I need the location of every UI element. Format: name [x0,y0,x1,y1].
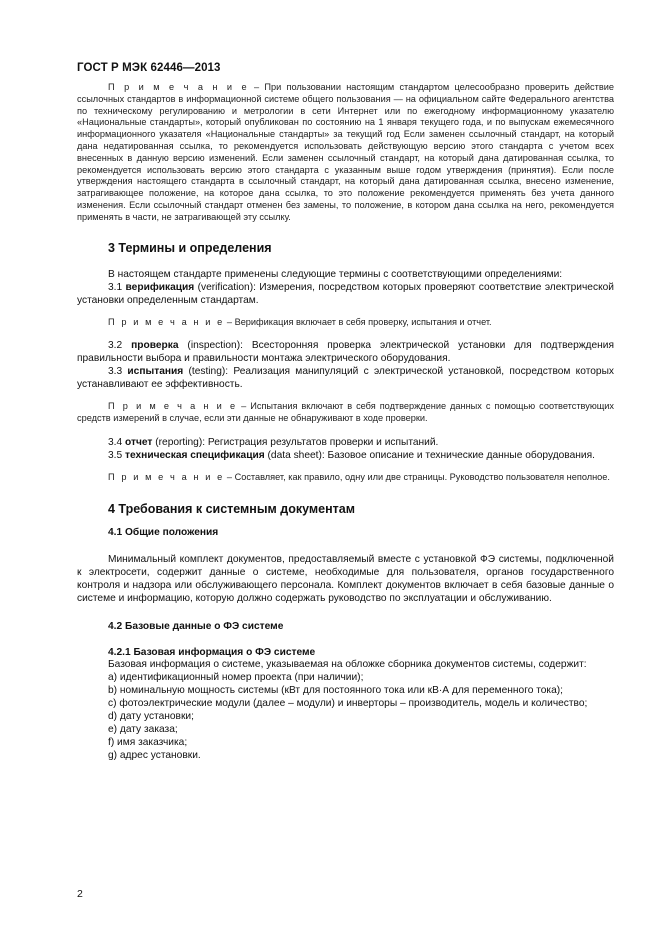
section-4-2-1-intro: Базовая информация о системе, указываемая на обложке сборника документов системы, содержит: [108,658,587,670]
term-3-1 [77,281,614,307]
note-intro [77,82,614,224]
term-name: техническая спецификация [125,449,265,461]
list-item: g) адрес установки. [108,749,201,761]
section-4-heading: 4 Требования к системным документам [108,501,355,516]
list-item: b) номинальную мощность системы (кВт для постоянного тока или кВ·А для переменного тока); [108,684,563,696]
section-4-1-heading: 4.1 Общие положения [108,526,219,538]
term-definition: (testing): Реализация манипуляций с электрической установкой, посредством которых устанавливают ее эффективность. [77,366,614,391]
note-3-5 [77,472,614,484]
note-text: – Верификация включает в себя проверку, испытания и отчет. [224,316,492,327]
note-text: – Испытания включают в себя подтверждение данных с помощью соответствующих средств измерений в случае, если эти данные не обнаруживают в ходе проверки. [77,401,614,424]
list-item: c) фотоэлектрические модули (далее – модули) и инверторы – производитель, модель и количество; [108,697,588,709]
list-item: d) дату установки; [108,710,194,722]
term-definition: (data sheet): Базовое описание и технические данные оборудования. [264,449,595,461]
term-name: верификация [125,281,195,293]
note-text: – При пользовании настоящим стандартом целесообразно проверить действие ссылочных стандартов в информационной системе общего пользования — на официальном сайте Федерального агентства по техническому регулированию и метрологии в сети Интернет или по ежегодному информационному указателю «Национальные стандарты», который опубликован по состоянию на 1 января текущего года, и по выпускам ежемесячного информационного указателя «Национальные стандарты» за текущий год Если заменен ссылочный стандарт, на который дана недатированная ссылка, то рекомендуется использовать действующую версию этого стандарта с учетом всех внесенных в данную версию изменений. Если заменен ссылочный стандарт, на который дана датированная ссылка, то рекомендуется использовать версию этого стандарта с указанным выше годом утверждения (принятия). Если после утверждения настоящего стандарта в ссылочный стандарт, на который дана датированная ссылка, внесено изменение, затрагивающее положение, на которое дана ссылка, то это положение рекомендуется применять без учета данного изменения. Если ссылочный стандарт отменен без замены, то положение, в котором дана ссылка на него, рекомендуется применять в части, не затрагивающей эту ссылку. [77,82,614,222]
list-item: e) дату заказа; [108,723,178,735]
term-number: 3.2 [108,340,132,352]
term-definition: (reporting): Регистрация результатов проверки и испытаний. [152,436,439,448]
term-name: испытания [127,366,184,378]
standard-header: ГОСТ Р МЭК 62446—2013 [77,62,221,74]
note-label: П р и м е ч а н и е [108,82,249,92]
term-name: проверка [131,340,179,352]
term-3-2 [77,339,614,365]
section-4-2-1-heading: 4.2.1 Базовая информация о ФЭ системе [108,646,316,658]
note-3-1 [77,317,614,329]
list-item: f) имя заказчика; [108,736,188,748]
term-3-4 [77,436,614,449]
section-3-intro: В настоящем стандарте применены следующие термины с соответствующими определениями: [108,268,563,280]
note-text: – Составляет, как правило, одну или две страницы. Руководство пользователя неполное. [224,471,610,482]
term-definition: (verification): Измерения, посредством которых проверяют соответствие электрической установки определенным стандартам. [77,281,614,306]
term-number: 3.1 [108,281,126,293]
note-3-3 [77,401,614,425]
section-4-1-text: Минимальный комплект документов, предоставляемый вместе с установкой ФЭ системы, подключенной к электросети, содержит данные о системе, необходимые для пользователя, органов государственного контроля и надзора или обслуживающего персонала. Комплект документов включает в себя базовые данные о системе и информацию, которую должно содержать руководство по эксплуатации и обслуживанию. [77,553,614,604]
term-3-5 [77,449,614,462]
note-label: П р и м е ч а н и е [108,316,225,327]
term-name: отчет [125,436,153,448]
term-number: 3.5 [108,449,125,461]
page-number: 2 [77,888,83,900]
note-label: П р и м е ч а н и е [108,471,225,482]
page-content [77,82,614,762]
note-label: П р и м е ч а н и е [108,401,238,412]
section-3-heading: 3 Термины и определения [108,240,272,255]
term-definition: (inspection): Всесторонняя проверка электрической установки для подтверждения правильности выбора и правильности монтажа электрического оборудования. [77,340,614,365]
term-number: 3.4 [108,436,125,448]
section-4-2-heading: 4.2 Базовые данные о ФЭ системе [108,620,284,632]
term-3-3 [77,365,614,391]
term-number: 3.3 [108,366,128,378]
list-item: a) идентификационный номер проекта (при наличии); [108,671,364,683]
